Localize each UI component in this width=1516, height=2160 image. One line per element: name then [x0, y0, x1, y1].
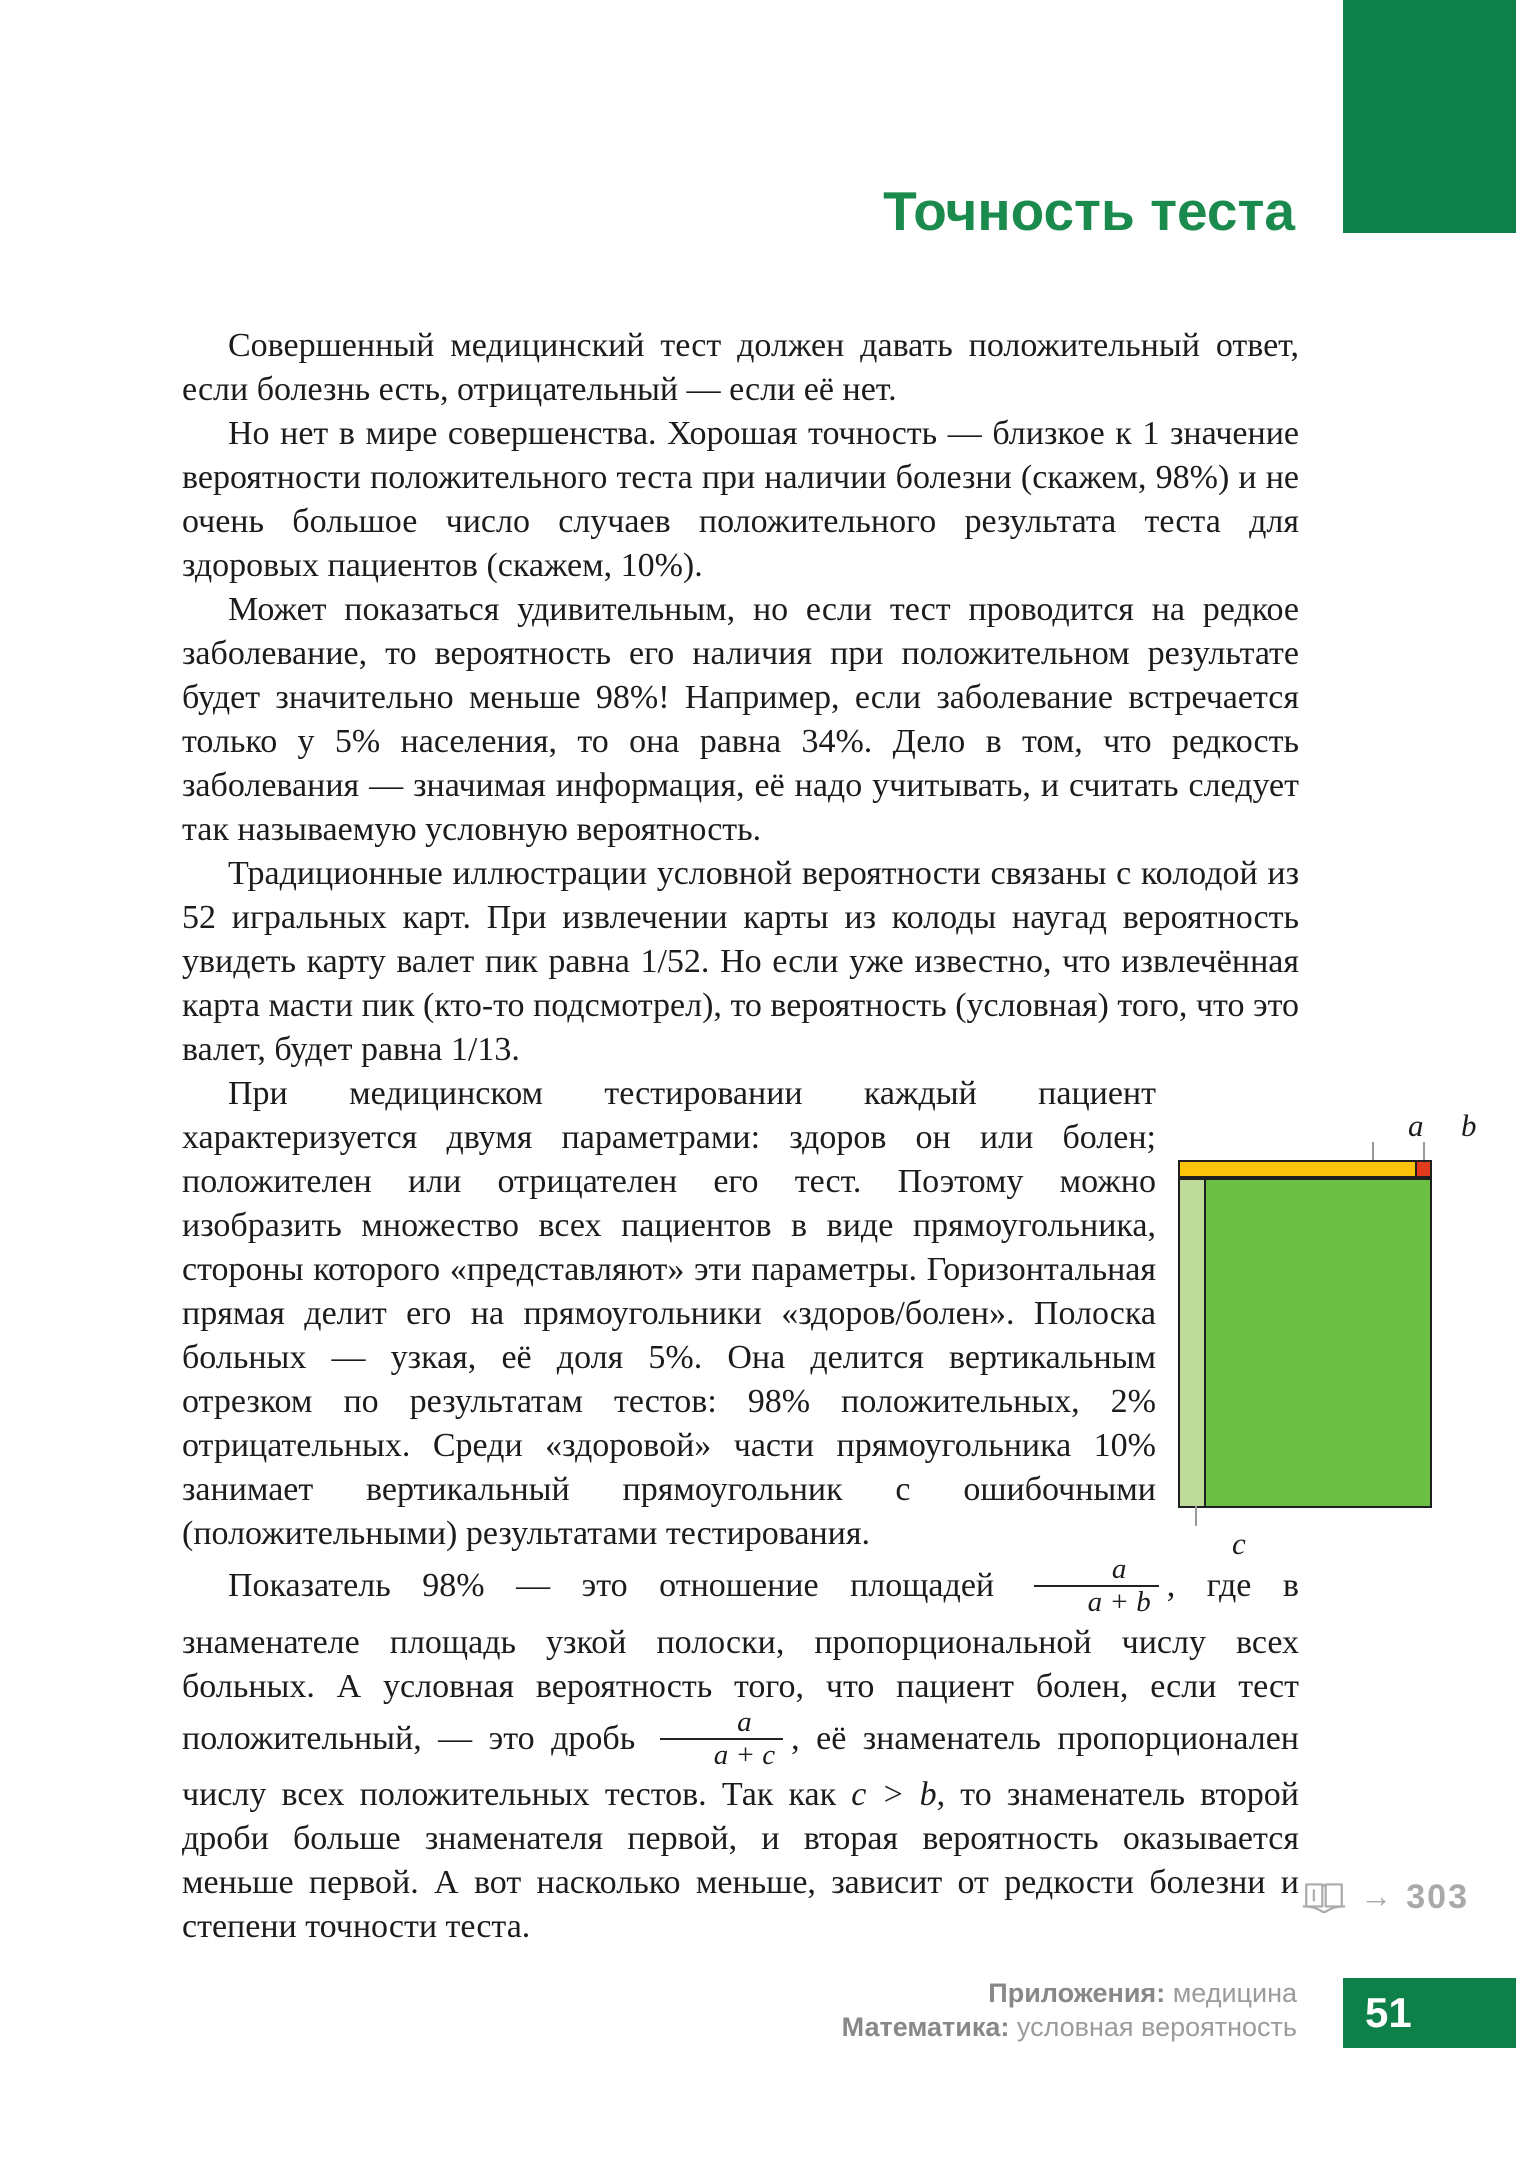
footer-line-mathematics	[842, 2010, 1297, 2044]
header-green-block	[1343, 0, 1516, 233]
footer-value-mathematics: условная вероятность	[1016, 2012, 1297, 2042]
page-number-block	[1343, 1978, 1516, 2048]
paragraph-3: Может показаться удивительным, но если тест проводится на редкое заболевание, то вероятность его наличия при положительном результате будет значительно меньше 98%! Например, если заболевание встречается только у 5% населения, то она равна 34%. Дело в том, что редкость заболевания — значимая информация, её надо учитывать, и считать следует так называемую условную вероятность.	[182, 591, 1299, 848]
footer-line-applications	[842, 1976, 1297, 2010]
paragraph-5	[182, 1072, 1477, 1561]
paragraph-4: Традиционные иллюстрации условной вероятности связаны с колодой из 52 игральных карт. При извлечении карты из колоды наугад вероятность увидеть карту валет пик равна 1/52. Но если уже известно, что извлечённая карта масти пик (кто-то подсмотрел), то вероятность (условная) того, что это валет, будет равна 1/13.	[182, 855, 1299, 1068]
p6-segment-3: , её знаменатель пропорционален числу всех положительных тестов. Так как	[182, 1719, 1299, 1814]
footer-label-applications: Приложения:	[988, 1978, 1166, 2008]
healthy-positive-strip	[1180, 1180, 1206, 1506]
reference-page-number: 303	[1406, 1878, 1469, 1916]
figure-label-a: a	[1408, 1108, 1424, 1143]
figure-patients-rectangle	[1178, 1108, 1477, 1561]
paragraph-6	[182, 1553, 1299, 1949]
paragraph-1: Совершенный медицинский тест должен давать положительный ответ, если болезнь есть, отрицательный — если её нет.	[182, 327, 1299, 408]
inline-math-c-greater-b: c > b	[851, 1776, 937, 1814]
figure-label-c: c	[1232, 1526, 1246, 1561]
fraction-numerator: a	[737, 1705, 752, 1738]
figure-label-b: b	[1461, 1108, 1477, 1143]
page-title: Точность теста	[883, 180, 1295, 242]
sick-negative-cell	[1415, 1162, 1430, 1176]
paragraph-5-text: При медицинском тестировании каждый пациент характеризуется двумя параметрами: здоров он или болен; положителен или отрицателен его тест. Поэтому можно изобразить множество всех пациентов в виде прямоугольника, стороны которого «представляют» эти параметры. Горизонтальная прямая делит его на прямоугольники «здоров/болен». Полоска больных — узкая, её доля 5%. Она делится вертикальным отрезком по результатам тестов: 98% положительных, 2% отрицательных. Среди «здоровой» части прямоугольника 10% занимает вертикальный прямоугольник с ошибочными (положительными) результатами тестирования.	[182, 1075, 1156, 1552]
p6-segment-4: , то знаменатель второй дроби больше знаменателя первой, и вторая вероятность оказывается меньше первой. А вот насколько меньше, зависит от редкости болезни и степени точности теста.	[182, 1776, 1299, 1946]
footer-value-applications: медицина	[1172, 1978, 1297, 2008]
fraction-numerator: a	[1111, 1553, 1127, 1585]
p6-segment-2: , где в знаменателе площадь узкой полоски, пропорциональной числу всех больных. А условная вероятность того, что пациент болен, если тест положительный, — это дробь	[182, 1567, 1299, 1757]
fraction-denominator: a + c	[660, 1738, 783, 1771]
page-number: 51	[1365, 1989, 1412, 2036]
fraction-a-over-a-plus-b	[1034, 1554, 1159, 1619]
tick-c-line	[1195, 1506, 1197, 1526]
paragraph-2: Но нет в мире совершенства. Хорошая точность — близкое к 1 значение вероятности положительного теста при наличии болезни (скажем, 98%) и не очень большое число случаев положительного результата теста для здоровых пациентов (скажем, 10%).	[182, 415, 1299, 584]
cross-reference	[1302, 1878, 1469, 1917]
arrow-icon: →	[1360, 1877, 1393, 1914]
footer-tags	[842, 1976, 1297, 2044]
p6-segment-1: Показатель 98% — это отношение площадей	[228, 1567, 1026, 1605]
book-icon	[1302, 1880, 1346, 1916]
sick-strip	[1178, 1160, 1432, 1178]
healthy-area	[1178, 1178, 1432, 1508]
footer-label-mathematics: Математика:	[841, 2012, 1010, 2042]
fraction-a-over-a-plus-c	[660, 1707, 783, 1772]
fraction-denominator: a + b	[1034, 1585, 1159, 1618]
